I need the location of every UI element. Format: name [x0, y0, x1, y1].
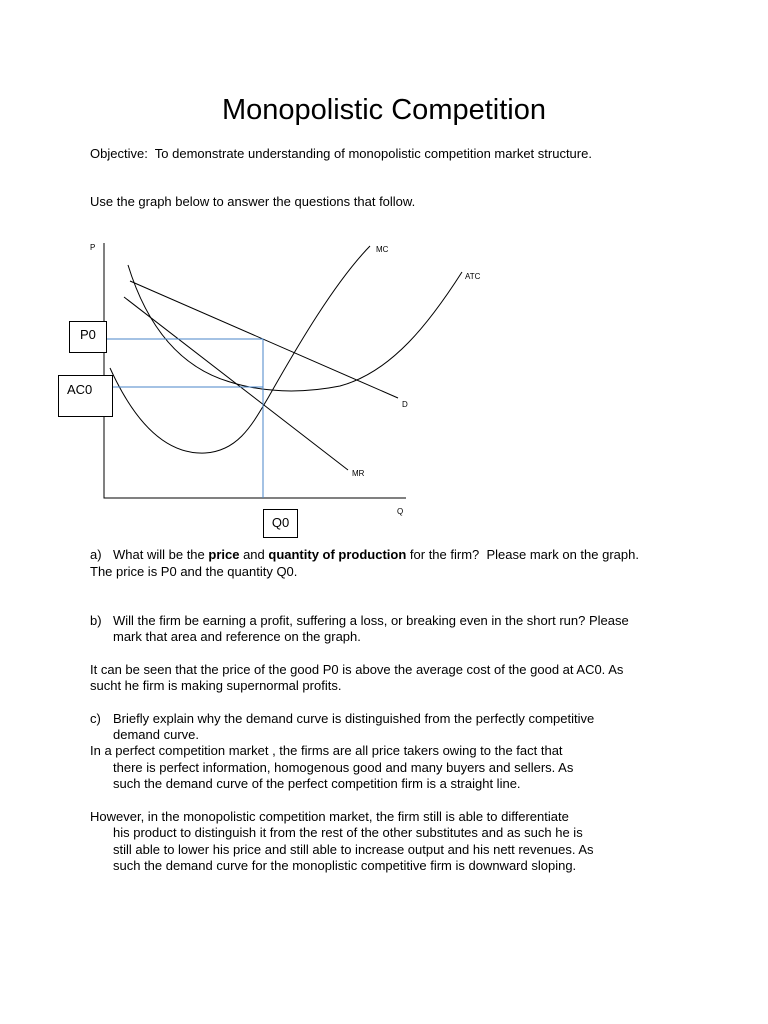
question-c-answer2-line4: such the demand curve for the monoplistic competitive firm is downward sloping. — [113, 858, 577, 873]
page-title: Monopolistic Competition — [222, 94, 546, 126]
question-b-answer-line2: sucht he firm is making supernormal profits. — [90, 678, 342, 693]
question-a-bold-quantity: quantity of production — [268, 547, 407, 562]
objective-text: Objective: To demonstrate understanding of monopolistic competition market structure. — [90, 146, 592, 161]
question-c-answer2-line3: still able to lower his price and still able to increase output and his nett revenues. As — [113, 842, 594, 857]
question-b-line2: mark that area and reference on the graph. — [113, 629, 361, 644]
instruction-text: Use the graph below to answer the questions that follow. — [90, 194, 416, 209]
axes — [104, 243, 406, 498]
question-b-line1: Will the firm be earning a profit, suffering a loss, or breaking even in the short run? Please — [113, 613, 629, 628]
question-a-bold-price: price — [208, 547, 240, 562]
demand-curve — [130, 281, 398, 398]
question-c-answer2-line2: his product to distinguish it from the rest of the other substitutes and as such he is — [113, 825, 583, 840]
question-c-answer1-line3: such the demand curve of the perfect competition firm is a straight line. — [113, 776, 521, 791]
price-axis-label: P — [90, 243, 96, 252]
question-b-marker: b) — [90, 613, 102, 628]
quantity-axis-label: Q — [397, 507, 404, 516]
marginal-revenue-curve — [124, 297, 348, 470]
question-a-seg1: What will be the — [113, 547, 209, 562]
question-c-line1: Briefly explain why the demand curve is distinguished from the perfectly competitive — [113, 711, 595, 726]
question-a-seg2: and — [239, 547, 269, 562]
marginal-cost-curve — [110, 246, 370, 453]
question-c-line2: demand curve. — [113, 727, 199, 742]
question-c-answer1-line1: In a perfect competition market , the firms are all price takers owing to the fact that — [90, 743, 563, 758]
mc-label: MC — [376, 245, 389, 254]
question-c-answer1-line2: there is perfect information, homogenous good and many buyers and sellers. As — [113, 760, 574, 775]
question-a-text — [113, 547, 639, 563]
average-total-cost-curve — [128, 265, 462, 391]
ac0-box: AC0 — [58, 375, 113, 417]
mr-label: MR — [352, 469, 365, 478]
question-a-answer: The price is P0 and the quantity Q0. — [90, 564, 298, 579]
q0-box: Q0 — [263, 509, 298, 538]
question-a-seg3: for the firm? Please mark on the graph. — [406, 547, 639, 562]
question-b-answer-line1: It can be seen that the price of the good P0 is above the average cost of the good at AC0. As — [90, 662, 624, 677]
demand-label: D — [402, 400, 408, 409]
question-c-marker: c) — [90, 711, 101, 726]
p0-box: P0 — [69, 321, 107, 353]
question-a-marker: a) — [90, 547, 102, 562]
atc-label: ATC — [465, 272, 481, 281]
price-guide-line — [107, 339, 263, 498]
question-c-answer2-line1: However, in the monopolistic competition market, the firm still is able to differentiate — [90, 809, 569, 824]
